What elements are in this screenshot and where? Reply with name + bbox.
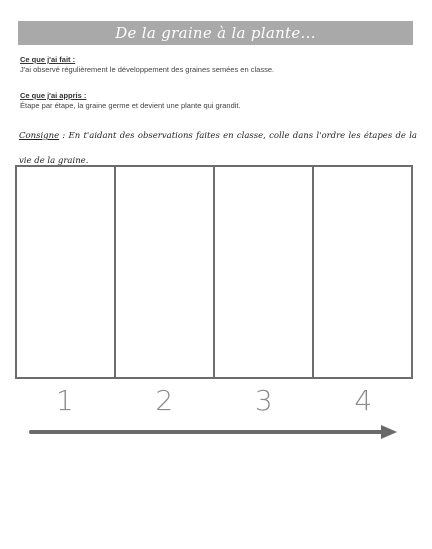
stage-number-1: 1	[55, 384, 74, 417]
page-title: De la graine à la plante...	[115, 24, 316, 42]
stage-box-1[interactable]	[17, 167, 116, 377]
stage-number-3: 3	[254, 384, 273, 417]
instruction-text: : En t'aidant des observations faites en classe, colle dans l'ordre les étapes de la vie de la graine.	[19, 131, 417, 166]
section-learned-text: Étape par étape, la graine germe et devient une plante qui grandit.	[20, 101, 241, 110]
section-done-heading: Ce que j'ai fait :	[20, 55, 76, 64]
section-learned	[20, 91, 241, 111]
stage-numbers	[15, 384, 413, 417]
section-learned-heading: Ce que j'ai appris :	[20, 91, 87, 100]
section-done	[20, 55, 274, 75]
section-done-text: J'ai observé régulièrement le développement des graines semées en classe.	[20, 65, 275, 74]
stage-grid	[15, 165, 413, 379]
stage-number-2: 2	[155, 384, 174, 417]
stage-number-4: 4	[354, 384, 373, 417]
title-banner	[18, 21, 413, 45]
stage-box-3[interactable]	[215, 167, 314, 377]
stage-box-4[interactable]	[314, 167, 411, 377]
instruction-label: Consigne	[19, 131, 60, 141]
arrow-head	[381, 425, 397, 439]
stage-box-2[interactable]	[116, 167, 215, 377]
timeline-arrow-icon	[29, 423, 399, 441]
